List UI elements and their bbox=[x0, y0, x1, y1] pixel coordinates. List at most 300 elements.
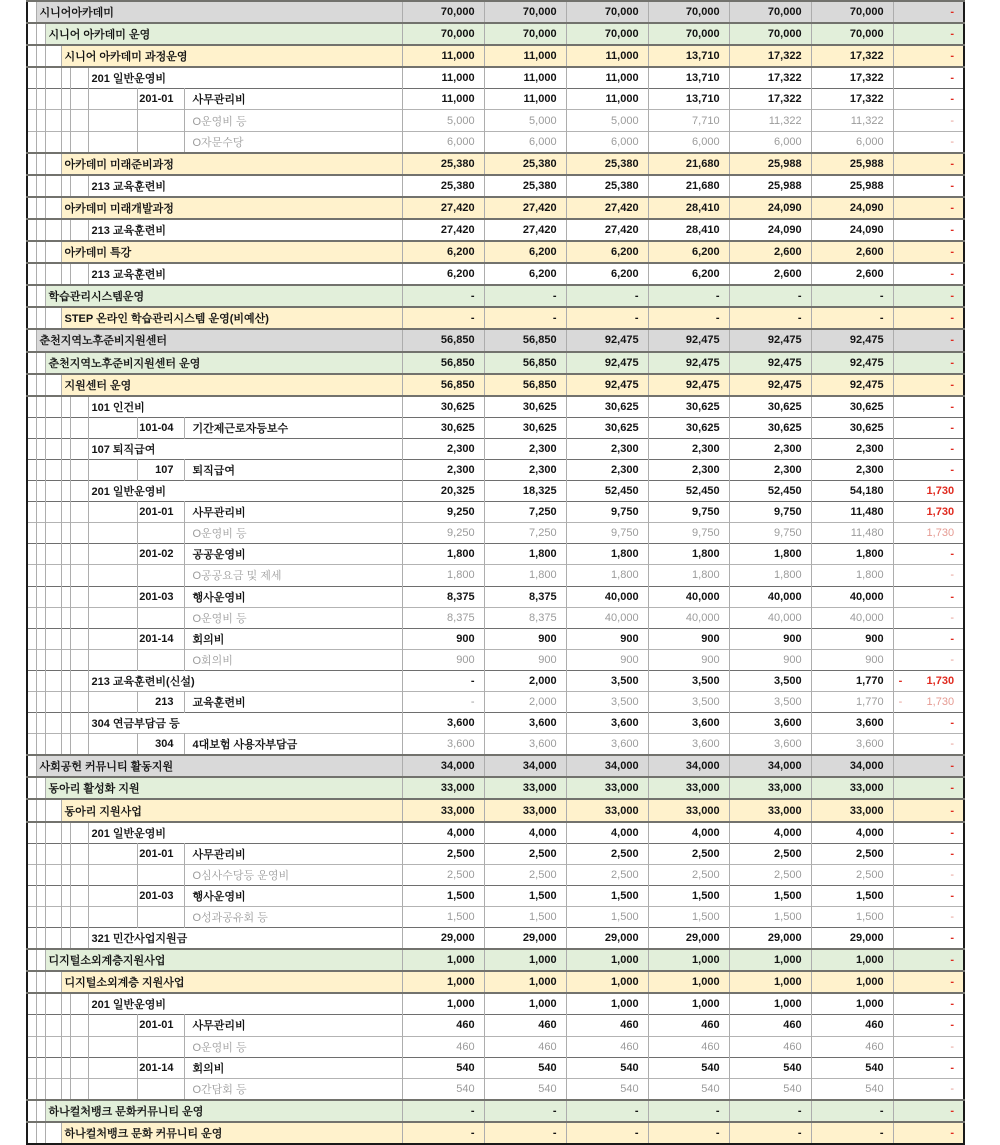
row-label[interactable]: 디지털소외계층 지원사업 bbox=[61, 971, 402, 993]
value-cell-2[interactable]: 25,380 bbox=[484, 153, 566, 175]
value-cell-5[interactable]: 1,000 bbox=[729, 949, 811, 971]
value-cell-1[interactable]: 34,000 bbox=[402, 755, 484, 777]
value-cell-1[interactable]: - bbox=[402, 670, 484, 691]
value-cell-1[interactable]: 70,000 bbox=[402, 23, 484, 45]
value-cell-1[interactable]: 30,625 bbox=[402, 417, 484, 438]
value-cell-1[interactable]: 4,000 bbox=[402, 822, 484, 844]
value-cell-6[interactable]: 17,322 bbox=[811, 89, 893, 110]
value-cell-6[interactable]: 1,000 bbox=[811, 993, 893, 1015]
value-cell-4[interactable]: 34,000 bbox=[648, 755, 729, 777]
value-cell-3[interactable]: 540 bbox=[566, 1078, 648, 1100]
value-cell-2[interactable]: 2,300 bbox=[484, 459, 566, 480]
code-cell[interactable]: 201-14 bbox=[137, 1057, 184, 1078]
value-cell-1[interactable]: 5,000 bbox=[402, 110, 484, 131]
code-cell[interactable]: 213 bbox=[137, 692, 184, 713]
row-label[interactable]: O성과공유회 등 bbox=[184, 906, 402, 927]
value-cell-6[interactable]: 540 bbox=[811, 1057, 893, 1078]
diff-cell[interactable]: - bbox=[893, 993, 964, 1015]
value-cell-5[interactable]: 30,625 bbox=[729, 417, 811, 438]
value-cell-1[interactable]: 56,850 bbox=[402, 329, 484, 351]
value-cell-1[interactable]: 1,800 bbox=[402, 565, 484, 586]
value-cell-2[interactable]: 70,000 bbox=[484, 1, 566, 23]
value-cell-5[interactable]: 40,000 bbox=[729, 586, 811, 607]
row-label[interactable]: 아카데미 특강 bbox=[61, 241, 402, 263]
value-cell-3[interactable]: 1,500 bbox=[566, 906, 648, 927]
value-cell-3[interactable]: 900 bbox=[566, 628, 648, 649]
value-cell-1[interactable]: - bbox=[402, 1122, 484, 1144]
value-cell-6[interactable]: 2,300 bbox=[811, 459, 893, 480]
value-cell-6[interactable]: 24,090 bbox=[811, 197, 893, 219]
value-cell-2[interactable]: 56,850 bbox=[484, 352, 566, 374]
row-label[interactable]: 학습관리시스템운영 bbox=[45, 285, 402, 307]
value-cell-3[interactable]: 29,000 bbox=[566, 928, 648, 950]
value-cell-4[interactable]: - bbox=[648, 307, 729, 329]
value-cell-5[interactable]: 92,475 bbox=[729, 374, 811, 396]
row-label[interactable]: 사무관리비 bbox=[184, 843, 402, 864]
row-label[interactable]: 사무관리비 bbox=[184, 89, 402, 110]
row-label[interactable]: 201 일반운영비 bbox=[88, 481, 402, 502]
value-cell-1[interactable]: 3,600 bbox=[402, 713, 484, 734]
diff-cell[interactable]: - bbox=[893, 23, 964, 45]
diff-cell[interactable]: - 1,730 bbox=[893, 692, 964, 713]
value-cell-6[interactable]: 11,322 bbox=[811, 110, 893, 131]
diff-cell[interactable]: - bbox=[893, 153, 964, 175]
value-cell-2[interactable]: 1,000 bbox=[484, 993, 566, 1015]
value-cell-4[interactable]: 1,500 bbox=[648, 885, 729, 906]
row-label[interactable]: 213 교육훈련비 bbox=[88, 263, 402, 285]
value-cell-1[interactable]: 460 bbox=[402, 1015, 484, 1036]
row-label[interactable]: 디지털소외계층지원사업 bbox=[45, 949, 402, 971]
row-label[interactable]: 시니어 아카데미 운영 bbox=[45, 23, 402, 45]
value-cell-1[interactable]: 56,850 bbox=[402, 374, 484, 396]
row-label[interactable]: 공공운영비 bbox=[184, 544, 402, 565]
value-cell-6[interactable]: 40,000 bbox=[811, 607, 893, 628]
code-cell[interactable] bbox=[137, 607, 184, 628]
diff-cell[interactable]: - bbox=[893, 263, 964, 285]
row-label[interactable]: O운영비 등 bbox=[184, 607, 402, 628]
code-cell[interactable]: 101-04 bbox=[137, 417, 184, 438]
value-cell-2[interactable]: 1,500 bbox=[484, 906, 566, 927]
diff-cell[interactable]: - bbox=[893, 1057, 964, 1078]
value-cell-3[interactable]: 11,000 bbox=[566, 89, 648, 110]
value-cell-4[interactable]: 460 bbox=[648, 1015, 729, 1036]
value-cell-3[interactable]: 70,000 bbox=[566, 23, 648, 45]
value-cell-5[interactable]: 3,500 bbox=[729, 670, 811, 691]
diff-cell[interactable]: - bbox=[893, 89, 964, 110]
diff-cell[interactable]: - bbox=[893, 45, 964, 67]
diff-cell[interactable]: - bbox=[893, 396, 964, 418]
row-label[interactable]: 321 민간사업지원금 bbox=[88, 928, 402, 950]
row-label[interactable]: 4대보험 사용자부담금 bbox=[184, 734, 402, 756]
value-cell-4[interactable]: 28,410 bbox=[648, 197, 729, 219]
row-label[interactable]: 사회공헌 커뮤니티 활동지원 bbox=[36, 755, 402, 777]
value-cell-6[interactable]: 1,000 bbox=[811, 971, 893, 993]
value-cell-2[interactable]: 6,200 bbox=[484, 241, 566, 263]
value-cell-4[interactable]: 6,200 bbox=[648, 241, 729, 263]
value-cell-5[interactable]: 17,322 bbox=[729, 45, 811, 67]
row-label[interactable]: 회의비 bbox=[184, 628, 402, 649]
row-label[interactable]: 하나컬처뱅크 문화커뮤니티 운영 bbox=[45, 1100, 402, 1122]
value-cell-4[interactable]: 7,710 bbox=[648, 110, 729, 131]
diff-cell[interactable]: - bbox=[893, 971, 964, 993]
value-cell-1[interactable]: 11,000 bbox=[402, 67, 484, 89]
value-cell-4[interactable]: 70,000 bbox=[648, 23, 729, 45]
value-cell-2[interactable]: 900 bbox=[484, 628, 566, 649]
value-cell-1[interactable]: 20,325 bbox=[402, 481, 484, 502]
value-cell-2[interactable]: 4,000 bbox=[484, 822, 566, 844]
value-cell-6[interactable]: 30,625 bbox=[811, 396, 893, 418]
value-cell-2[interactable]: 1,800 bbox=[484, 565, 566, 586]
value-cell-5[interactable]: 1,000 bbox=[729, 993, 811, 1015]
value-cell-6[interactable]: 17,322 bbox=[811, 67, 893, 89]
value-cell-5[interactable]: 1,800 bbox=[729, 544, 811, 565]
value-cell-6[interactable]: 2,600 bbox=[811, 263, 893, 285]
value-cell-3[interactable]: 2,500 bbox=[566, 864, 648, 885]
code-cell[interactable]: 201-14 bbox=[137, 628, 184, 649]
value-cell-6[interactable]: 2,600 bbox=[811, 241, 893, 263]
value-cell-4[interactable]: 3,600 bbox=[648, 734, 729, 756]
value-cell-3[interactable]: 4,000 bbox=[566, 822, 648, 844]
row-label[interactable]: O간담회 등 bbox=[184, 1078, 402, 1100]
row-label[interactable]: 201 일반운영비 bbox=[88, 993, 402, 1015]
diff-cell[interactable]: - bbox=[893, 565, 964, 586]
value-cell-1[interactable]: 1,000 bbox=[402, 949, 484, 971]
value-cell-3[interactable]: 30,625 bbox=[566, 417, 648, 438]
value-cell-1[interactable]: 900 bbox=[402, 649, 484, 670]
value-cell-3[interactable]: 3,600 bbox=[566, 734, 648, 756]
diff-cell[interactable]: - bbox=[893, 734, 964, 756]
diff-cell[interactable]: - bbox=[893, 67, 964, 89]
value-cell-1[interactable]: 25,380 bbox=[402, 175, 484, 197]
value-cell-3[interactable]: 2,300 bbox=[566, 438, 648, 459]
value-cell-5[interactable]: 1,800 bbox=[729, 565, 811, 586]
value-cell-3[interactable]: 460 bbox=[566, 1036, 648, 1057]
value-cell-6[interactable]: 24,090 bbox=[811, 219, 893, 241]
value-cell-4[interactable]: - bbox=[648, 1100, 729, 1122]
value-cell-1[interactable]: 33,000 bbox=[402, 777, 484, 799]
value-cell-2[interactable]: 540 bbox=[484, 1078, 566, 1100]
value-cell-2[interactable]: - bbox=[484, 1100, 566, 1122]
diff-cell[interactable]: - bbox=[893, 822, 964, 844]
value-cell-1[interactable]: 25,380 bbox=[402, 153, 484, 175]
value-cell-2[interactable]: 6,000 bbox=[484, 131, 566, 153]
value-cell-2[interactable]: 5,000 bbox=[484, 110, 566, 131]
value-cell-2[interactable]: 1,000 bbox=[484, 949, 566, 971]
value-cell-3[interactable]: 1,500 bbox=[566, 885, 648, 906]
diff-cell[interactable]: - bbox=[893, 197, 964, 219]
value-cell-5[interactable]: 4,000 bbox=[729, 822, 811, 844]
value-cell-2[interactable]: 1,800 bbox=[484, 544, 566, 565]
row-label[interactable]: 동아리 활성화 지원 bbox=[45, 777, 402, 799]
value-cell-4[interactable]: 9,750 bbox=[648, 502, 729, 523]
value-cell-5[interactable]: 40,000 bbox=[729, 607, 811, 628]
value-cell-3[interactable]: 25,380 bbox=[566, 175, 648, 197]
value-cell-5[interactable]: 2,500 bbox=[729, 864, 811, 885]
diff-cell[interactable]: - bbox=[893, 1078, 964, 1100]
diff-cell[interactable]: - bbox=[893, 374, 964, 396]
value-cell-4[interactable]: 29,000 bbox=[648, 928, 729, 950]
value-cell-1[interactable]: 9,250 bbox=[402, 502, 484, 523]
value-cell-2[interactable]: 2,000 bbox=[484, 692, 566, 713]
diff-cell[interactable]: - bbox=[893, 285, 964, 307]
value-cell-5[interactable]: 33,000 bbox=[729, 799, 811, 821]
value-cell-1[interactable]: 900 bbox=[402, 628, 484, 649]
value-cell-5[interactable]: 92,475 bbox=[729, 352, 811, 374]
value-cell-5[interactable]: - bbox=[729, 307, 811, 329]
value-cell-3[interactable]: - bbox=[566, 307, 648, 329]
code-cell[interactable]: 304 bbox=[137, 734, 184, 756]
value-cell-1[interactable]: 11,000 bbox=[402, 89, 484, 110]
value-cell-1[interactable]: 2,500 bbox=[402, 843, 484, 864]
value-cell-2[interactable]: 18,325 bbox=[484, 481, 566, 502]
value-cell-5[interactable]: 92,475 bbox=[729, 329, 811, 351]
code-cell[interactable] bbox=[137, 649, 184, 670]
value-cell-2[interactable]: 11,000 bbox=[484, 45, 566, 67]
code-cell[interactable]: 201-03 bbox=[137, 586, 184, 607]
value-cell-6[interactable]: 2,500 bbox=[811, 843, 893, 864]
value-cell-4[interactable]: 2,500 bbox=[648, 864, 729, 885]
diff-cell[interactable]: 1,730 bbox=[893, 523, 964, 544]
code-cell[interactable] bbox=[137, 906, 184, 927]
row-label[interactable]: 101 인건비 bbox=[88, 396, 402, 418]
value-cell-6[interactable]: 1,800 bbox=[811, 565, 893, 586]
row-label[interactable]: 지원센터 운영 bbox=[61, 374, 402, 396]
value-cell-6[interactable]: 4,000 bbox=[811, 822, 893, 844]
value-cell-3[interactable]: 27,420 bbox=[566, 197, 648, 219]
value-cell-4[interactable]: 1,000 bbox=[648, 993, 729, 1015]
value-cell-4[interactable]: 52,450 bbox=[648, 481, 729, 502]
value-cell-1[interactable]: 70,000 bbox=[402, 1, 484, 23]
value-cell-3[interactable]: 6,200 bbox=[566, 241, 648, 263]
diff-cell[interactable]: - bbox=[893, 329, 964, 351]
value-cell-4[interactable]: 21,680 bbox=[648, 175, 729, 197]
value-cell-6[interactable]: 1,000 bbox=[811, 949, 893, 971]
code-cell[interactable] bbox=[137, 110, 184, 131]
value-cell-2[interactable]: 27,420 bbox=[484, 197, 566, 219]
value-cell-3[interactable]: 33,000 bbox=[566, 777, 648, 799]
value-cell-4[interactable]: 3,600 bbox=[648, 713, 729, 734]
value-cell-1[interactable]: 27,420 bbox=[402, 197, 484, 219]
row-label[interactable]: 201 일반운영비 bbox=[88, 822, 402, 844]
value-cell-1[interactable]: 30,625 bbox=[402, 396, 484, 418]
value-cell-5[interactable]: 24,090 bbox=[729, 197, 811, 219]
diff-cell[interactable]: - bbox=[893, 352, 964, 374]
diff-cell[interactable]: - bbox=[893, 1, 964, 23]
diff-cell[interactable]: - bbox=[893, 864, 964, 885]
value-cell-2[interactable]: 1,500 bbox=[484, 885, 566, 906]
value-cell-6[interactable]: 54,180 bbox=[811, 481, 893, 502]
value-cell-1[interactable]: 6,200 bbox=[402, 241, 484, 263]
row-label[interactable]: 213 교육훈련비 bbox=[88, 219, 402, 241]
value-cell-3[interactable]: 2,500 bbox=[566, 843, 648, 864]
value-cell-4[interactable]: 70,000 bbox=[648, 1, 729, 23]
value-cell-6[interactable]: - bbox=[811, 1122, 893, 1144]
value-cell-5[interactable]: 2,600 bbox=[729, 263, 811, 285]
value-cell-5[interactable]: 9,750 bbox=[729, 523, 811, 544]
value-cell-1[interactable]: 29,000 bbox=[402, 928, 484, 950]
row-label[interactable]: 회의비 bbox=[184, 1057, 402, 1078]
value-cell-6[interactable]: 34,000 bbox=[811, 755, 893, 777]
value-cell-5[interactable]: 25,988 bbox=[729, 175, 811, 197]
value-cell-6[interactable]: 3,600 bbox=[811, 734, 893, 756]
value-cell-1[interactable]: 3,600 bbox=[402, 734, 484, 756]
value-cell-5[interactable]: 2,500 bbox=[729, 843, 811, 864]
row-label[interactable]: 동아리 지원사업 bbox=[61, 799, 402, 821]
code-cell[interactable] bbox=[137, 131, 184, 153]
value-cell-6[interactable]: 70,000 bbox=[811, 1, 893, 23]
code-cell[interactable] bbox=[137, 1036, 184, 1057]
value-cell-2[interactable]: 2,500 bbox=[484, 864, 566, 885]
value-cell-4[interactable]: 3,500 bbox=[648, 670, 729, 691]
value-cell-5[interactable]: 70,000 bbox=[729, 1, 811, 23]
value-cell-4[interactable]: 9,750 bbox=[648, 523, 729, 544]
value-cell-1[interactable]: 540 bbox=[402, 1078, 484, 1100]
value-cell-6[interactable]: 11,480 bbox=[811, 523, 893, 544]
value-cell-6[interactable]: 92,475 bbox=[811, 329, 893, 351]
value-cell-4[interactable]: 33,000 bbox=[648, 777, 729, 799]
diff-cell[interactable]: - bbox=[893, 777, 964, 799]
value-cell-6[interactable]: 25,988 bbox=[811, 153, 893, 175]
value-cell-1[interactable]: 1,800 bbox=[402, 544, 484, 565]
value-cell-5[interactable]: 2,300 bbox=[729, 459, 811, 480]
value-cell-6[interactable]: 70,000 bbox=[811, 23, 893, 45]
code-cell[interactable] bbox=[137, 1078, 184, 1100]
value-cell-2[interactable]: 56,850 bbox=[484, 329, 566, 351]
diff-cell[interactable]: - bbox=[893, 586, 964, 607]
code-cell[interactable]: 201-01 bbox=[137, 843, 184, 864]
value-cell-1[interactable]: 2,300 bbox=[402, 438, 484, 459]
value-cell-6[interactable]: 6,000 bbox=[811, 131, 893, 153]
value-cell-4[interactable]: 540 bbox=[648, 1078, 729, 1100]
value-cell-2[interactable]: 2,500 bbox=[484, 843, 566, 864]
diff-cell[interactable]: - bbox=[893, 906, 964, 927]
value-cell-3[interactable]: 27,420 bbox=[566, 219, 648, 241]
diff-cell[interactable]: - bbox=[893, 307, 964, 329]
row-label[interactable]: 아카데미 미래준비과정 bbox=[61, 153, 402, 175]
value-cell-4[interactable]: 6,200 bbox=[648, 263, 729, 285]
value-cell-4[interactable]: 1,800 bbox=[648, 565, 729, 586]
value-cell-2[interactable]: 11,000 bbox=[484, 89, 566, 110]
value-cell-5[interactable]: 540 bbox=[729, 1078, 811, 1100]
value-cell-1[interactable]: 6,000 bbox=[402, 131, 484, 153]
value-cell-2[interactable]: 27,420 bbox=[484, 219, 566, 241]
code-cell[interactable] bbox=[137, 523, 184, 544]
value-cell-4[interactable]: 900 bbox=[648, 649, 729, 670]
value-cell-3[interactable]: 34,000 bbox=[566, 755, 648, 777]
value-cell-6[interactable]: 29,000 bbox=[811, 928, 893, 950]
value-cell-5[interactable]: 25,988 bbox=[729, 153, 811, 175]
value-cell-5[interactable]: 9,750 bbox=[729, 502, 811, 523]
value-cell-1[interactable]: 9,250 bbox=[402, 523, 484, 544]
code-cell[interactable]: 201-01 bbox=[137, 502, 184, 523]
value-cell-1[interactable]: 1,000 bbox=[402, 971, 484, 993]
value-cell-2[interactable]: 8,375 bbox=[484, 586, 566, 607]
row-label[interactable]: 교육훈련비 bbox=[184, 692, 402, 713]
value-cell-3[interactable]: 40,000 bbox=[566, 586, 648, 607]
row-label[interactable]: 시니어아카데미 bbox=[36, 1, 402, 23]
value-cell-2[interactable]: 33,000 bbox=[484, 777, 566, 799]
value-cell-2[interactable]: 56,850 bbox=[484, 374, 566, 396]
value-cell-4[interactable]: 4,000 bbox=[648, 822, 729, 844]
diff-cell[interactable]: - bbox=[893, 417, 964, 438]
value-cell-4[interactable]: 40,000 bbox=[648, 586, 729, 607]
value-cell-4[interactable]: 2,500 bbox=[648, 843, 729, 864]
code-cell[interactable]: 107 bbox=[137, 459, 184, 480]
diff-cell[interactable]: - bbox=[893, 949, 964, 971]
value-cell-1[interactable]: 540 bbox=[402, 1057, 484, 1078]
value-cell-6[interactable]: 900 bbox=[811, 628, 893, 649]
diff-cell[interactable]: - bbox=[893, 438, 964, 459]
row-label[interactable]: 아카데미 미래개발과정 bbox=[61, 197, 402, 219]
code-cell[interactable]: 201-01 bbox=[137, 89, 184, 110]
row-label[interactable]: 기간제근로자등보수 bbox=[184, 417, 402, 438]
value-cell-1[interactable]: 56,850 bbox=[402, 352, 484, 374]
value-cell-3[interactable]: 11,000 bbox=[566, 45, 648, 67]
value-cell-1[interactable]: 33,000 bbox=[402, 799, 484, 821]
value-cell-2[interactable]: 11,000 bbox=[484, 67, 566, 89]
value-cell-3[interactable]: - bbox=[566, 1122, 648, 1144]
value-cell-3[interactable]: 3,600 bbox=[566, 713, 648, 734]
value-cell-2[interactable]: 7,250 bbox=[484, 502, 566, 523]
value-cell-6[interactable]: - bbox=[811, 1100, 893, 1122]
diff-cell[interactable]: - bbox=[893, 544, 964, 565]
value-cell-5[interactable]: 24,090 bbox=[729, 219, 811, 241]
diff-cell[interactable]: - bbox=[893, 1100, 964, 1122]
value-cell-3[interactable]: 1,000 bbox=[566, 949, 648, 971]
value-cell-5[interactable]: 30,625 bbox=[729, 396, 811, 418]
value-cell-1[interactable]: - bbox=[402, 285, 484, 307]
value-cell-4[interactable]: 33,000 bbox=[648, 799, 729, 821]
value-cell-6[interactable]: - bbox=[811, 307, 893, 329]
diff-cell[interactable]: - bbox=[893, 755, 964, 777]
code-cell[interactable]: 201-03 bbox=[137, 885, 184, 906]
value-cell-2[interactable]: 3,600 bbox=[484, 734, 566, 756]
row-label[interactable]: STEP 온라인 학습관리시스템 운영(비예산) bbox=[61, 307, 402, 329]
value-cell-5[interactable]: 6,000 bbox=[729, 131, 811, 153]
value-cell-2[interactable]: 1,000 bbox=[484, 971, 566, 993]
value-cell-6[interactable]: 33,000 bbox=[811, 799, 893, 821]
diff-cell[interactable]: - bbox=[893, 885, 964, 906]
value-cell-3[interactable]: 92,475 bbox=[566, 374, 648, 396]
value-cell-6[interactable]: 40,000 bbox=[811, 586, 893, 607]
value-cell-5[interactable]: 34,000 bbox=[729, 755, 811, 777]
diff-cell[interactable]: - bbox=[893, 241, 964, 263]
value-cell-5[interactable]: 17,322 bbox=[729, 89, 811, 110]
value-cell-2[interactable]: 30,625 bbox=[484, 396, 566, 418]
diff-cell[interactable]: 1,730 bbox=[893, 502, 964, 523]
value-cell-5[interactable]: 70,000 bbox=[729, 23, 811, 45]
value-cell-2[interactable]: - bbox=[484, 285, 566, 307]
row-label[interactable]: 춘천지역노후준비지원센터 bbox=[36, 329, 402, 351]
value-cell-2[interactable]: 2,300 bbox=[484, 438, 566, 459]
code-cell[interactable] bbox=[137, 864, 184, 885]
diff-cell[interactable]: 1,730 bbox=[893, 481, 964, 502]
value-cell-4[interactable]: 40,000 bbox=[648, 607, 729, 628]
value-cell-5[interactable]: - bbox=[729, 1100, 811, 1122]
value-cell-4[interactable]: 1,800 bbox=[648, 544, 729, 565]
row-label[interactable]: 201 일반운영비 bbox=[88, 67, 402, 89]
value-cell-5[interactable]: 3,600 bbox=[729, 713, 811, 734]
value-cell-6[interactable]: 1,500 bbox=[811, 885, 893, 906]
value-cell-3[interactable]: 460 bbox=[566, 1015, 648, 1036]
value-cell-5[interactable]: 2,300 bbox=[729, 438, 811, 459]
value-cell-1[interactable]: - bbox=[402, 307, 484, 329]
value-cell-4[interactable]: 28,410 bbox=[648, 219, 729, 241]
value-cell-5[interactable]: 2,600 bbox=[729, 241, 811, 263]
value-cell-6[interactable]: 2,300 bbox=[811, 438, 893, 459]
value-cell-4[interactable]: 6,000 bbox=[648, 131, 729, 153]
value-cell-2[interactable]: 3,600 bbox=[484, 713, 566, 734]
